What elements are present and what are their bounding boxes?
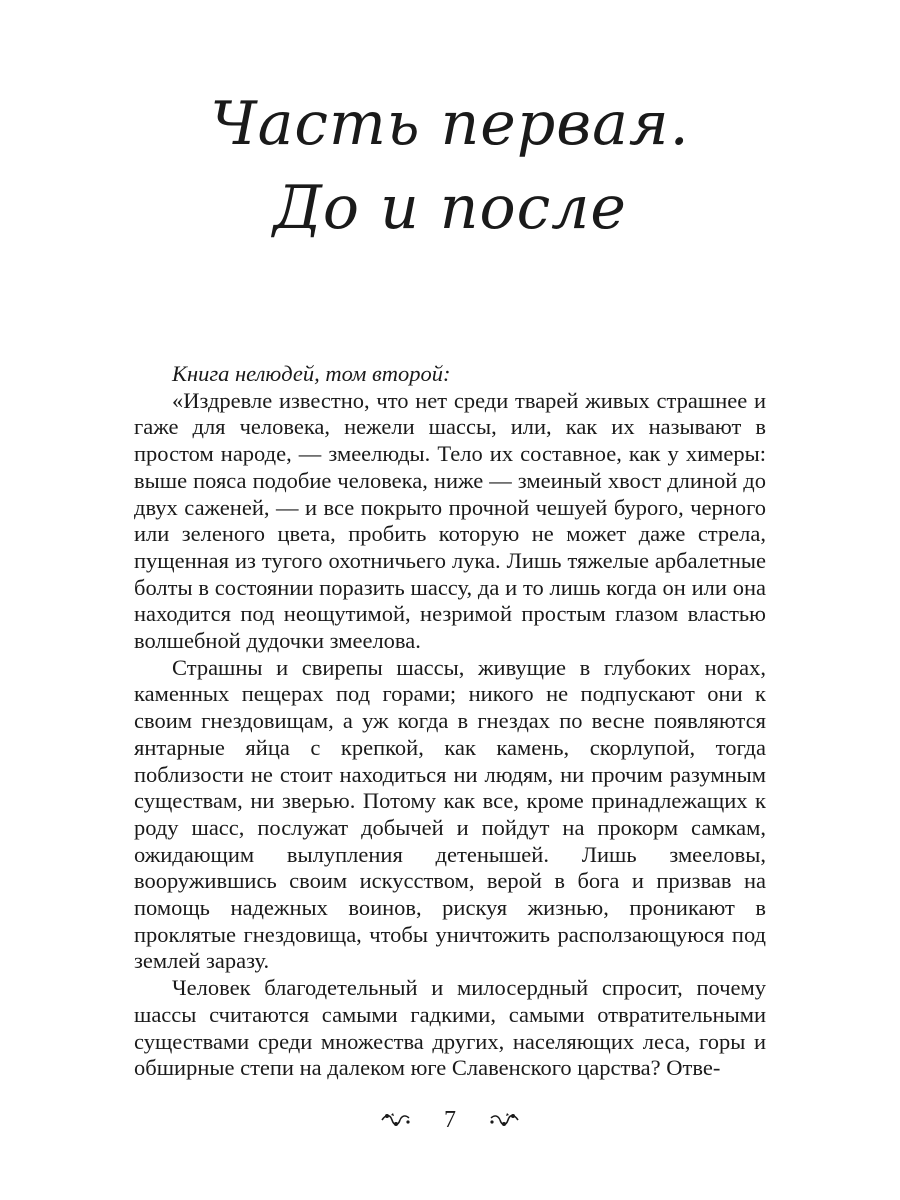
floral-ornament-icon xyxy=(380,1111,412,1129)
page-footer xyxy=(0,1108,900,1132)
paragraph-1: «Издревле известно, что нет среди тварей живых страшнее и гаже для человека, нежели шассы, или, как их называют в простом народе, — змеелюды. Тело их составное, как у химеры: выше пояса подобие человека, ниже — змеиный хвост длиной до двух саженей, — и все покрыто прочной чешуей бурого, черного или зеленого цвета, пробить которую не может даже стрела, пущенная из тугого охотничьего лука. Лишь тяжелые арбалетные болты в состоянии поразить шассу, да и то лишь когда он или она находится под неощутимой, незримой простым глазом властью волшебной дудочки змеелова. xyxy=(134,387,766,654)
chapter-title-line-1: Часть первая. xyxy=(210,89,690,159)
chapter-title xyxy=(0,82,900,250)
paragraph-2: Страшны и свирепы шассы, живущие в глубоких норах, каменных пещерах под горами; никого не подпускают они к своим гнездовищам, а уж когда в гнездах по весне появляются янтарные яйца с крепкой, как камень, скорлупой, тогда поблизости не стоит находиться ни людям, ни прочим разумным существам, ни зверью. Потому как все, кроме принадлежащих к роду шасс, послужат добычей и пойдут на прокорм самкам, ожидающим вылупления детенышей. Лишь змееловы, вооружившись своим искусством, верой в бога и призвав на помощь надежных воинов, рискуя жизнью, проникают в проклятые гнездовища, чтобы уничтожить расползающуюся под землей заразу. xyxy=(134,654,766,974)
paragraph-3: Человек благодетельный и милосердный спросит, почему шассы считаются самыми гадкими, самыми отвратительными существами среди множества других, населяющих леса, горы и обширные степи на далеком юге Славенского царства? Отве- xyxy=(134,975,766,1081)
floral-ornament-icon xyxy=(488,1111,520,1129)
body-text xyxy=(134,361,766,1082)
chapter-title-line-2: До и после xyxy=(273,173,627,243)
page-number: 7 xyxy=(444,1107,456,1133)
epigraph-source: Книга нелюдей, том второй: xyxy=(172,361,451,386)
